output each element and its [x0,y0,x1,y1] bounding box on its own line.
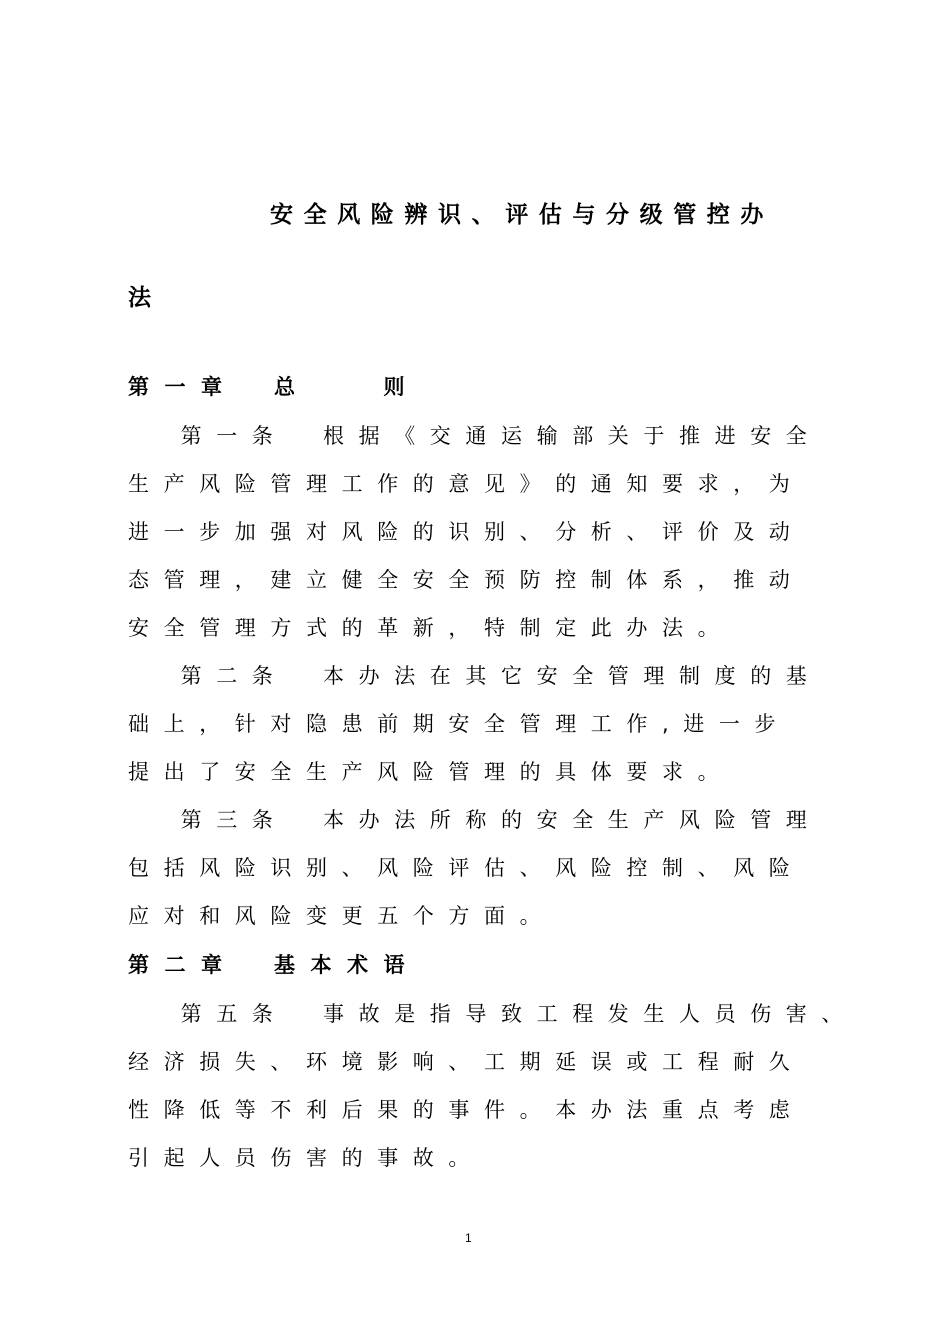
article-5-line-2: 经济损失、环境影响、工期延误或工程耐久 [128,1050,805,1074]
article-1-line-4: 态管理，建立健全安全预防控制体系，推动 [128,568,805,592]
article-2-line-3: 提出了安全生产风险管理的具体要求。 [128,760,734,784]
document-title-line-1: 安全风险辨识、评估与分级管控办 [270,202,774,228]
article-3-line-1: 第三条 本办法所称的安全生产风险管理 [145,808,822,832]
article-1-line-2: 生产风险管理工作的意见》的通知要求，为 [128,472,805,496]
article-1-line-5: 安全管理方式的革新，特制定此办法。 [128,616,734,640]
article-1-line-3: 进一步加强对风险的识别、分析、评价及动 [128,520,805,544]
article-1-line-1: 第一条 根据《交通运输部关于推进安全 [145,424,822,448]
article-5-line-4: 引起人员伤害的事故。 [128,1146,484,1170]
article-3-line-2: 包括风险识别、风险评估、风险控制、风险 [128,856,805,880]
article-3-line-3: 应对和风险变更五个方面。 [128,904,556,928]
article-5-line-3: 性降低等不利后果的事件。本办法重点考虑 [128,1098,805,1122]
page-number: 1 [465,1231,472,1245]
chapter-1-heading: 第一章 总 则 [128,375,420,399]
article-5-line-1: 第五条 事故是指导致工程发生人员伤害、 [145,1002,857,1026]
article-2-line-2: 础上，针对隐患前期安全管理工作,进一步 [128,712,791,736]
document-title-line-2: 法 [128,285,162,311]
chapter-2-heading: 第二章 基本术语 [128,953,420,977]
article-2-line-1: 第二条 本办法在其它安全管理制度的基 [145,664,822,688]
